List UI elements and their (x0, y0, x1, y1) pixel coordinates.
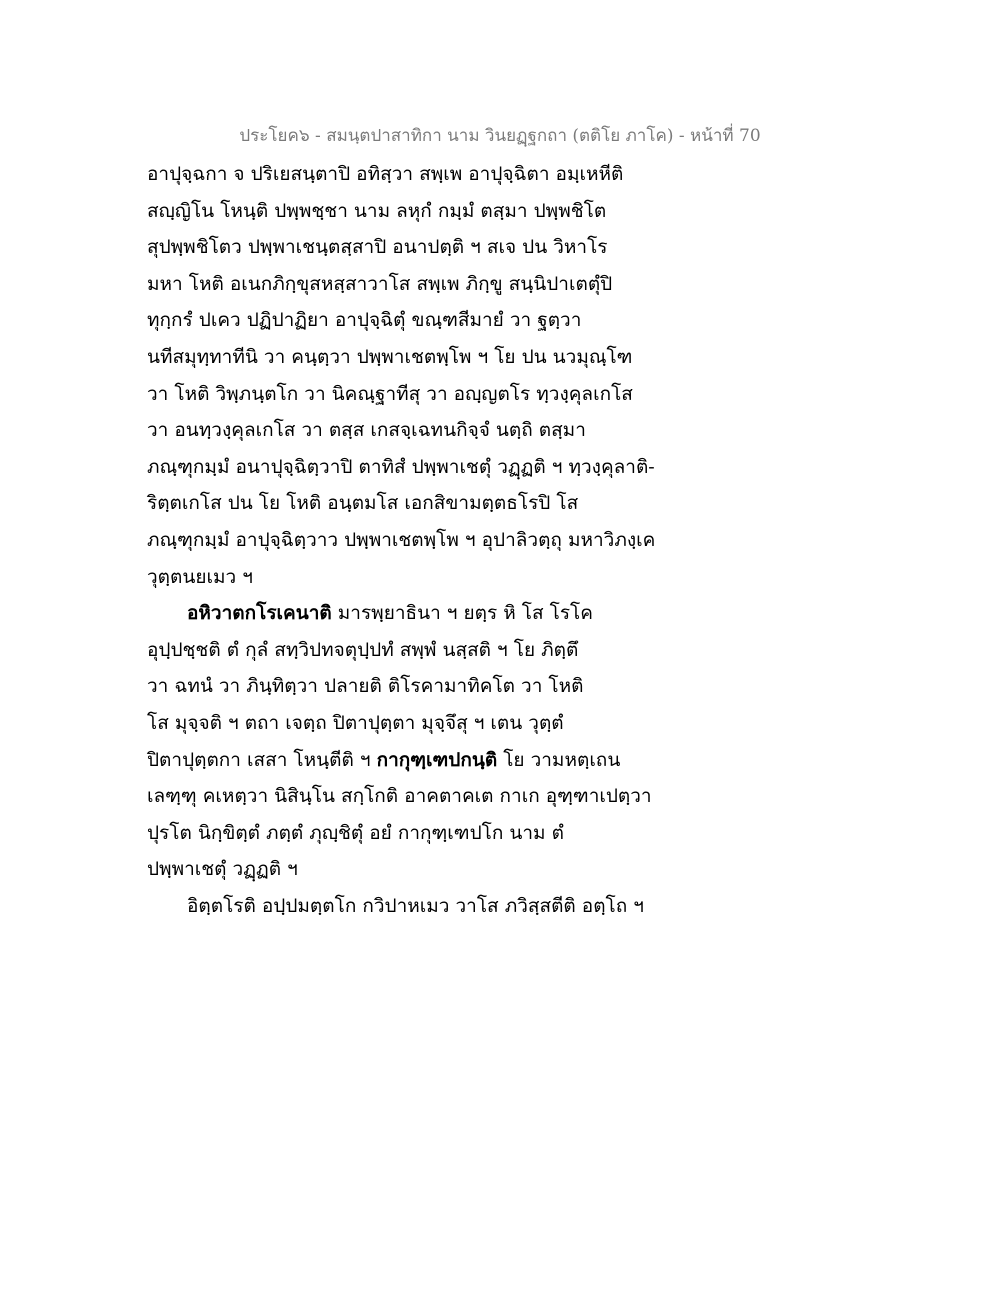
text-line: นทีสมุทฺทาทีนิ วา คนฺตฺวา ปพฺพาเชตพฺโพ ฯ โย ปน นวมุณฺโฑ (147, 345, 633, 368)
term-heading-ahivataka: อหิวาตกโรเคนาติ (187, 602, 332, 625)
text-line: โส มุจฺจติ ฯ ตถา เจตฺถ ปิตาปุตฺตา มุจฺจึสุ ฯ เตน วุตฺตํ (147, 711, 564, 734)
text-line: สุปพฺพชิโตว ปพฺพาเชนฺตสฺสาปิ อนาปตฺติ ฯ สเจ ปน วิหาโร (147, 236, 608, 259)
text-line (147, 742, 687, 779)
text-span: โย วามหตฺเถน (497, 748, 621, 771)
text-line: ริตฺตเกโส ปน โย โหติ อนฺตมโส เอกสิขามตฺตธโรปิ โส (147, 492, 579, 515)
text-span: มารพฺยาธินา ฯ ยตฺร หิ โส โรโค (331, 602, 593, 625)
text-line: ภณฺฑุกมฺมํ อาปุจฺฉิตฺวาว ปพฺพาเชตพฺโพ ฯ อุปาลิวตฺถุ มหาวิภงฺเค (147, 528, 656, 551)
text-line: ภณฺฑุกมฺมํ อนาปุจฺฉิตฺวาปิ ตาทิสํ ปพฺพาเชตุํ วฏฺฏติ ฯ ทฺวงฺคุลาติ- (147, 455, 655, 478)
page-header: ประโยค๖ - สมนฺตปาสาทิกา นาม วินยฏฺฐกถา (ตติโย ภาโค) - หน้าที่ 70 (239, 126, 761, 146)
text-line: ทุกฺกรํ ปเคว ปฏิปาฏิยา อาปุจฺฉิตุํ ขณฺฑสีมายํ วา ฐตฺวา (147, 309, 582, 332)
term-heading-kakuddepaka: กากุฑฺเฑปกนฺติ (376, 748, 498, 771)
text-line: สญฺญิโน โหนฺติ ปพฺพชฺชา นาม ลหุกํ กมฺมํ ตสฺมา ปพฺพชิโต (147, 199, 607, 222)
text-line: วา โหติ วิพฺภนฺตโก วา นิคณฺฐาทีสุ วา อญฺญตโร ทฺวงฺคุลเกโส (147, 382, 633, 405)
text-line: อาปุจฺฉกา จ ปริเยสนฺตาปิ อทิสฺวา สพฺเพ อาปุจฺฉิตา อมฺเหหีติ (147, 163, 624, 185)
body-text (147, 156, 687, 924)
text-line: วา ฉทนํ วา ภินฺทิตฺวา ปลายติ ติโรคามาทิคโต วา โหติ (147, 675, 584, 698)
text-line: วา อนทฺวงฺคุลเกโส วา ตสฺส เกสจฺเฉทนกิจฺจํ นตฺถิ ตสฺมา (147, 419, 586, 442)
text-span: ปิตาปุตฺตกา เสสา โหนฺตีติ ฯ (147, 748, 377, 771)
text-line: เลฑฺฑุ คเหตฺวา นิสินฺโน สกฺโกติ อาคตาคเต กาเก อุฑฺฑาเปตฺวา (147, 785, 652, 808)
text-line: วุตฺตนยเมว ฯ (147, 565, 253, 588)
text-line: ปพฺพาเชตุํ วฏฺฏติ ฯ (147, 858, 298, 881)
text-line: ปุรโต นิกฺขิตฺตํ ภตฺตํ ภุญฺชิตุํ อยํ กากุฑฺเฑปโก นาม ตํ (147, 821, 564, 844)
text-line: มหา โหติ อเนกภิกฺขุสหสฺสาวาโส สพฺเพ ภิกฺขู สนฺนิปาเตตุํปิ (147, 272, 613, 295)
text-line: อุปฺปชฺชติ ตํ กุลํ สทฺวิปทจตุปฺปทํ สพฺพํ นสฺสติ ฯ โย ภิตฺตึ (147, 638, 579, 661)
paragraph-start-line: อิตฺตโรติ อปฺปมตฺตโก กวิปาหเมว วาโส ภวิสฺสตีติ อตฺโถ ฯ (187, 894, 644, 917)
paragraph-start-line (147, 595, 687, 632)
